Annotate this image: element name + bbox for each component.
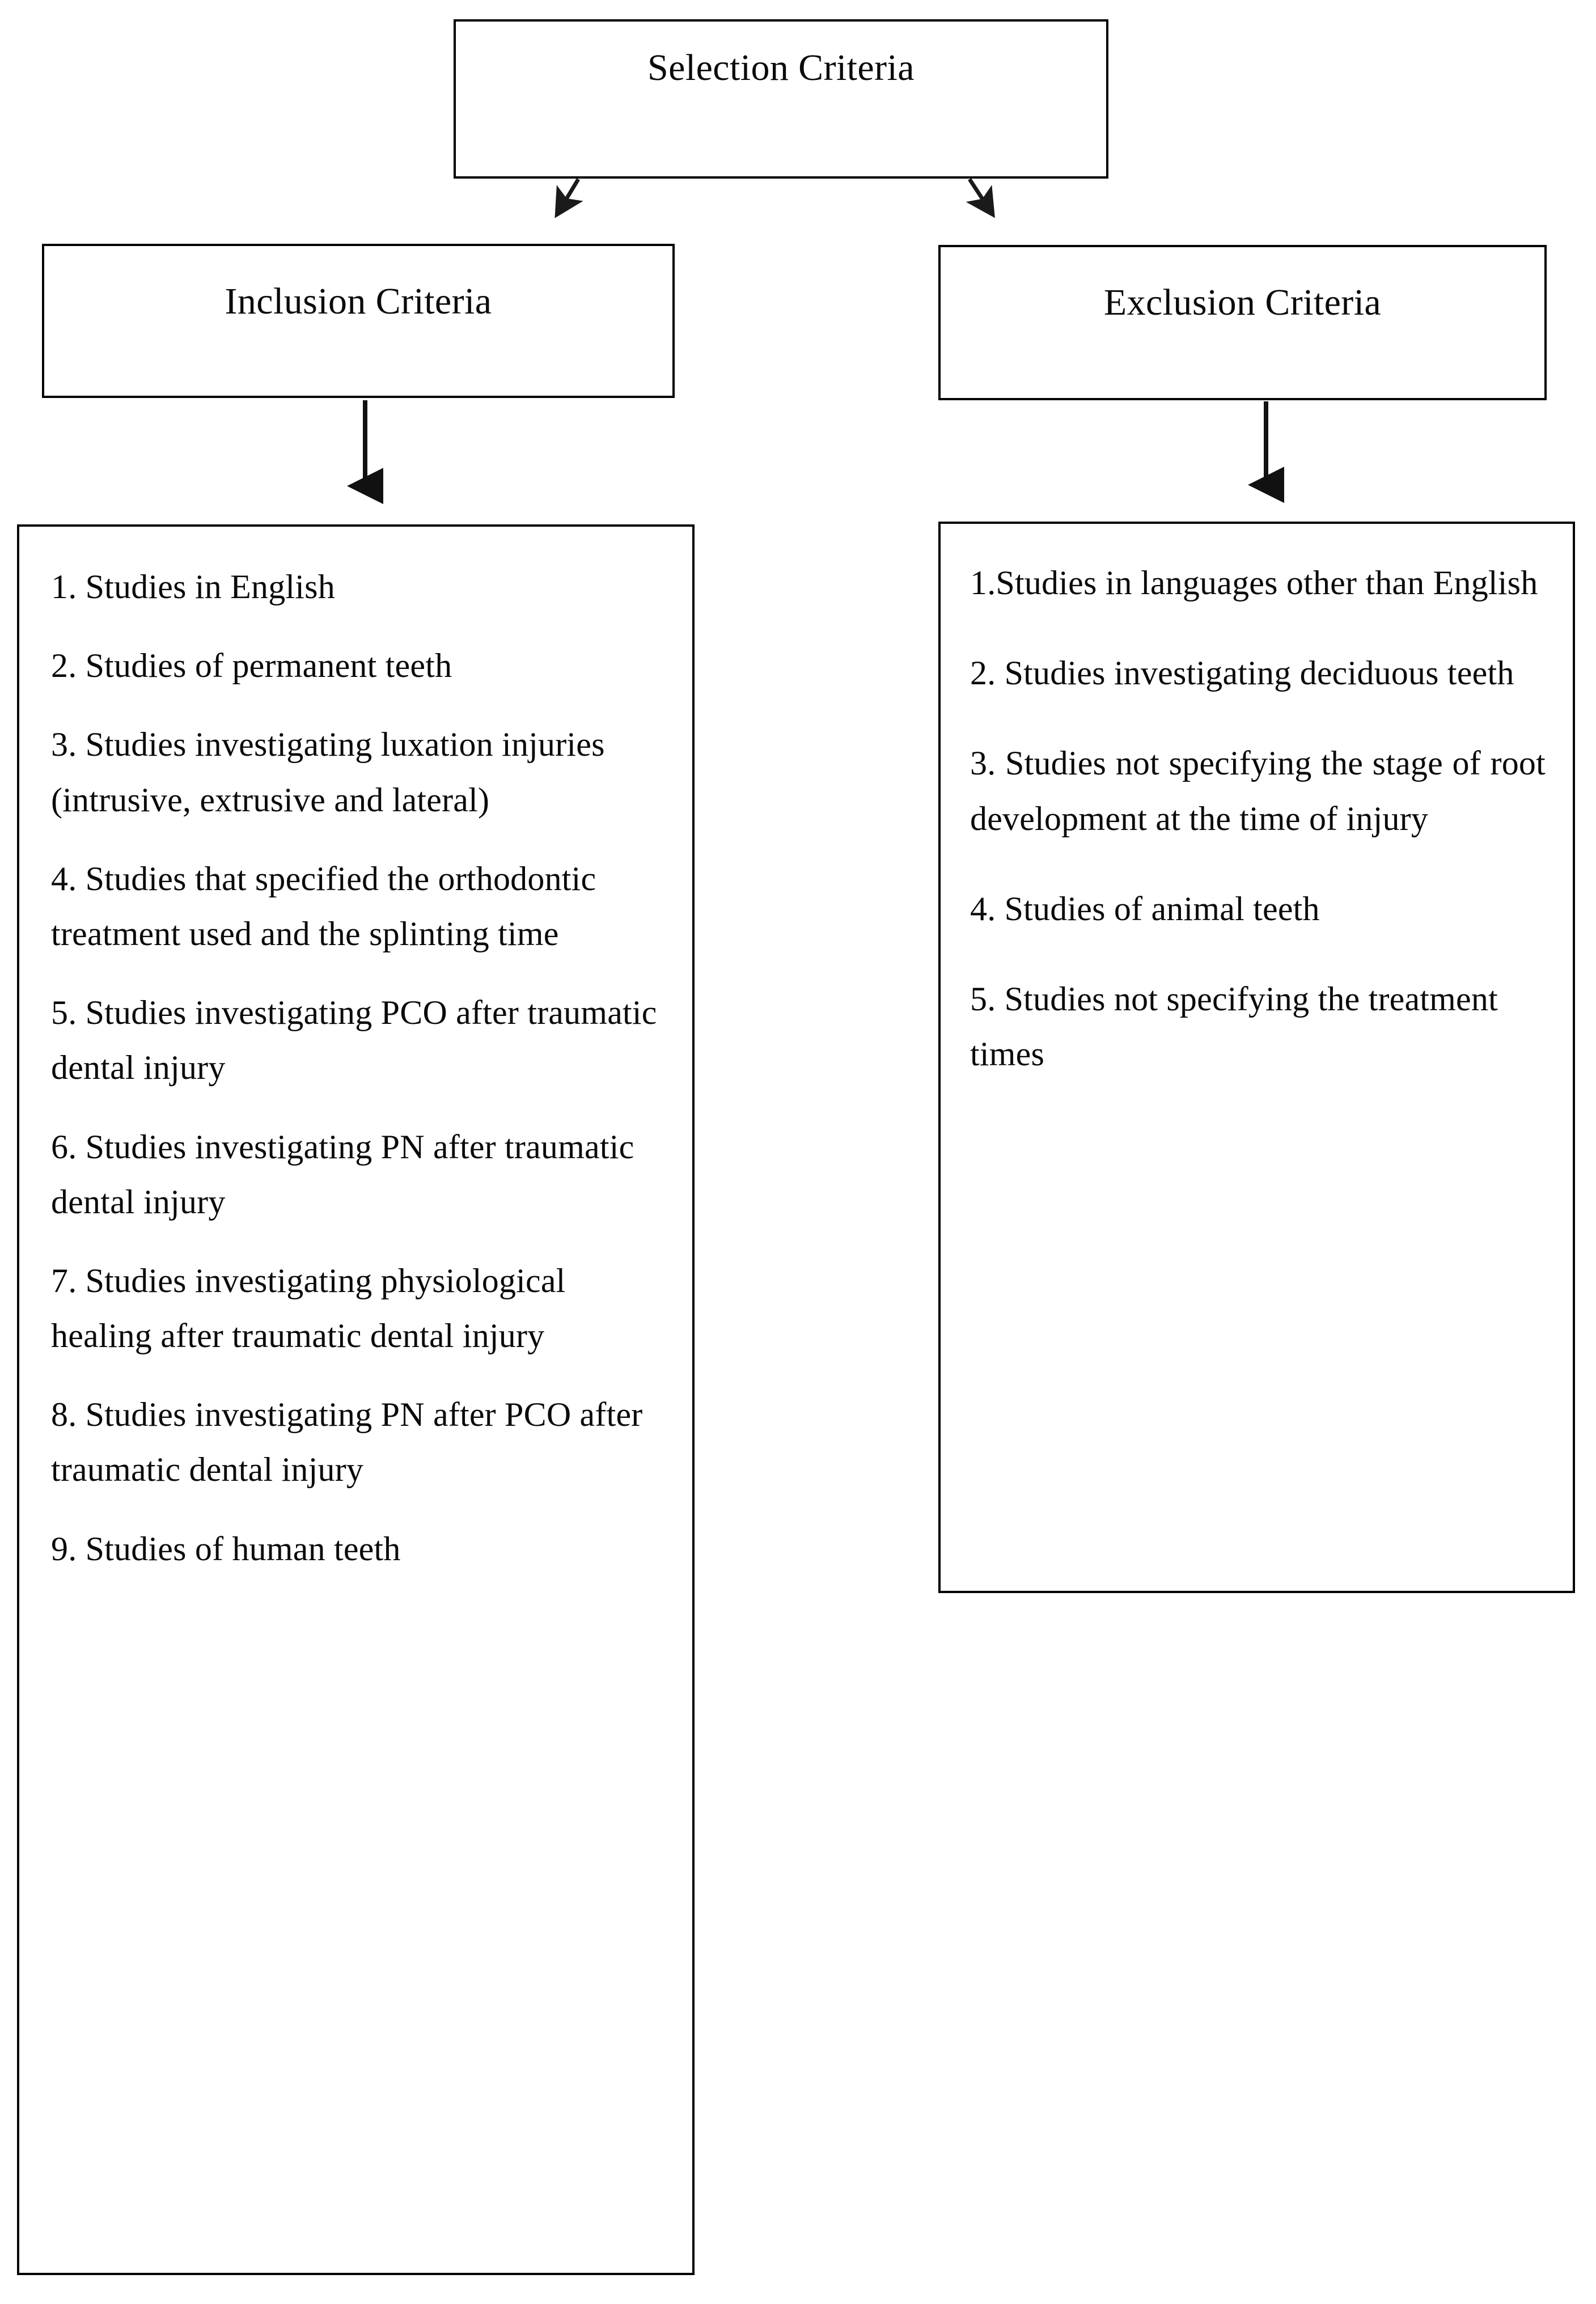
exclusion-criteria-list: [941, 524, 1573, 1117]
list-item: 4. Studies that specified the orthodontic treatment used and the splinting time: [51, 859, 596, 952]
list-item: 4. Studies of animal teeth: [970, 890, 1320, 927]
list-item: 3. Studies investigating luxation injuries (intrusive, extrusive and lateral): [51, 726, 605, 819]
list-item: 1. Studies in English: [51, 568, 335, 605]
list-item: 2. Studies of permanent teeth: [51, 647, 452, 685]
inclusion-criteria-list: [19, 527, 692, 1600]
list-item: 6. Studies investigating PN after traumatic dental injury: [51, 1128, 634, 1221]
list-item: 9. Studies of human teeth: [51, 1530, 401, 1568]
exclusion-criteria-label: Exclusion Criteria: [1103, 282, 1382, 323]
exclusion-criteria-header[interactable]: [938, 245, 1547, 400]
list-item: 2. Studies investigating deciduous teeth: [970, 654, 1514, 692]
list-item: 3. Studies not specifying the stage of root development at the time of injury: [970, 744, 1546, 837]
list-item: 5. Studies investigating PCO after traumatic dental injury: [51, 994, 657, 1087]
connector-selection-to-exclusion: [970, 179, 991, 212]
list-item: 1.Studies in languages other than English: [970, 564, 1538, 602]
exclusion-criteria-list-box: [938, 522, 1575, 1593]
list-item: 7. Studies investigating physiological healing after traumatic dental injury: [51, 1261, 566, 1355]
selection-criteria-node[interactable]: [454, 19, 1108, 179]
inclusion-criteria-header[interactable]: [42, 244, 675, 398]
inclusion-criteria-label: Inclusion Criteria: [225, 281, 492, 322]
list-item: 5. Studies not specifying the treatment times: [970, 980, 1498, 1073]
list-item: 8. Studies investigating PN after PCO after traumatic dental injury: [51, 1396, 643, 1489]
connector-selection-to-inclusion: [558, 179, 578, 212]
inclusion-criteria-list-box: [17, 524, 695, 2275]
selection-criteria-label: Selection Criteria: [647, 47, 915, 88]
